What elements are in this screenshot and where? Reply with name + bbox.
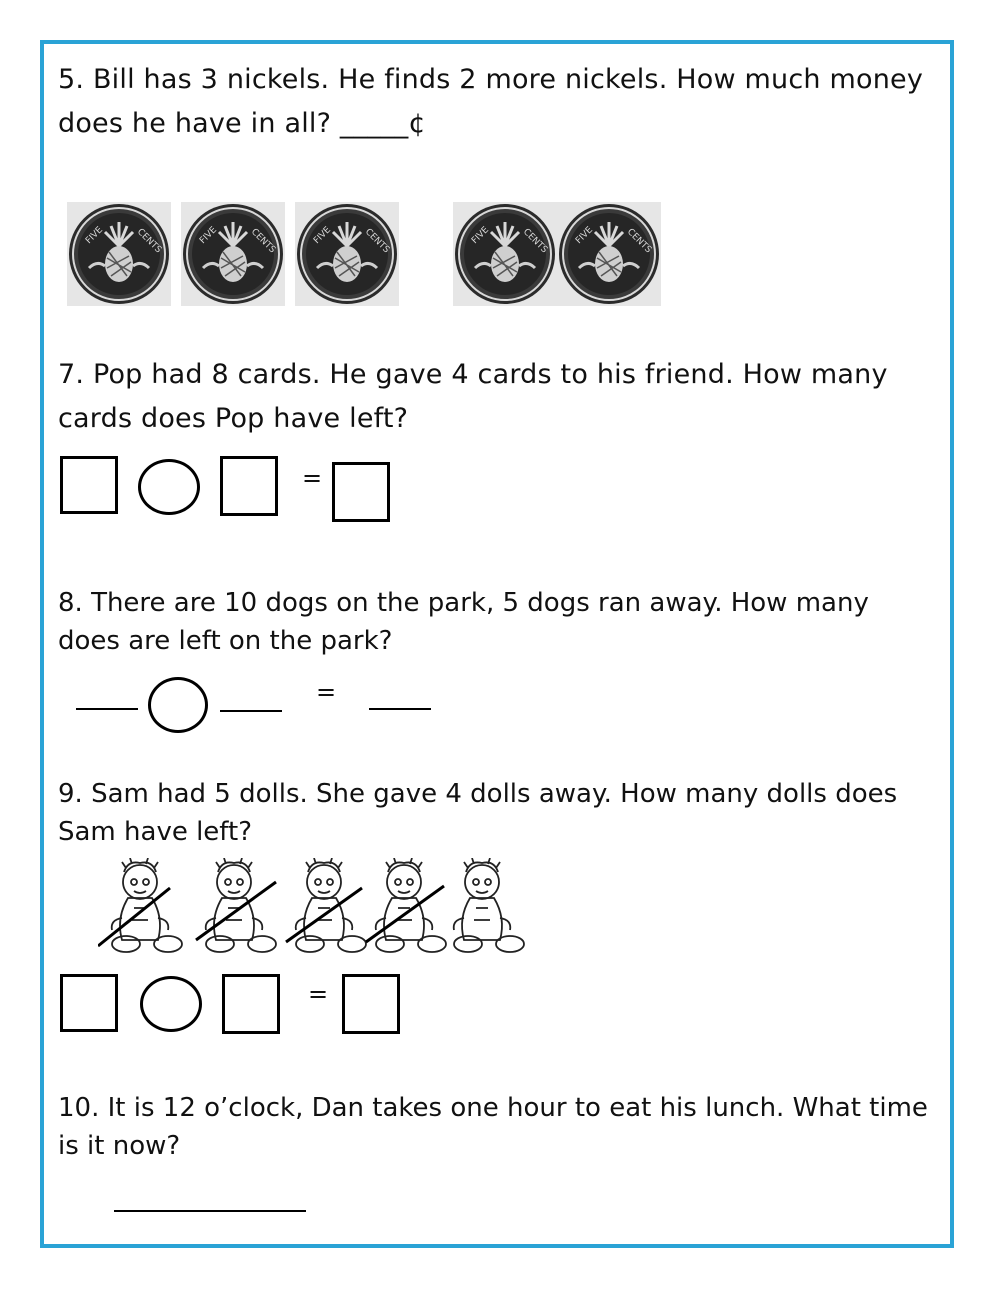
doll-icon — [192, 858, 282, 958]
answer-box-1[interactable] — [60, 974, 118, 1032]
question-9-line-1: 9. Sam had 5 dolls. She gave 4 dolls away. How many dolls does — [58, 779, 898, 809]
equals-sign: = — [316, 678, 337, 706]
answer-line-2[interactable] — [220, 710, 282, 712]
question-9-line-2: Sam have left? — [58, 817, 252, 847]
question-8-line-1: 8. There are 10 dogs on the park, 5 dogs ran away. How many — [58, 588, 869, 618]
question-5 — [58, 58, 923, 146]
question-8 — [58, 584, 869, 660]
nickel-icon — [453, 202, 557, 306]
equals-sign: = — [302, 464, 323, 492]
doll-icon — [440, 858, 530, 958]
question-10-line-1: 10. It is 12 o’clock, Dan takes one hour to eat his lunch. What time — [58, 1093, 928, 1123]
answer-box-2[interactable] — [220, 456, 278, 516]
nickel-icon — [67, 202, 171, 306]
question-10 — [58, 1089, 928, 1165]
answer-box-result[interactable] — [332, 462, 390, 522]
question-7-line-2: cards does Pop have left? — [58, 403, 409, 434]
equals-sign: = — [308, 980, 329, 1008]
question-10-line-2: is it now? — [58, 1131, 181, 1161]
doll-icon — [98, 858, 188, 958]
question-8-line-2: does are left on the park? — [58, 626, 393, 656]
operator-circle[interactable] — [140, 976, 202, 1032]
answer-box-2[interactable] — [222, 974, 280, 1034]
answer-line-time[interactable] — [114, 1210, 306, 1212]
question-5-line-2: does he have in all? _____¢ — [58, 108, 426, 139]
operator-circle[interactable] — [148, 677, 208, 733]
answer-box-result[interactable] — [342, 974, 400, 1034]
question-9 — [58, 775, 897, 851]
answer-line-1[interactable] — [76, 708, 138, 710]
nickel-icon — [181, 202, 285, 306]
nickel-icon — [295, 202, 399, 306]
question-5-line-1: 5. Bill has 3 nickels. He finds 2 more nickels. How much money — [58, 64, 924, 95]
answer-line-result[interactable] — [369, 708, 431, 710]
nickel-icon — [557, 202, 661, 306]
doll-icon — [282, 858, 372, 958]
operator-circle[interactable] — [138, 459, 200, 515]
answer-box-1[interactable] — [60, 456, 118, 514]
question-7-line-1: 7. Pop had 8 cards. He gave 4 cards to his friend. How many — [58, 359, 888, 390]
question-7 — [58, 353, 888, 441]
doll-icon — [362, 858, 452, 958]
